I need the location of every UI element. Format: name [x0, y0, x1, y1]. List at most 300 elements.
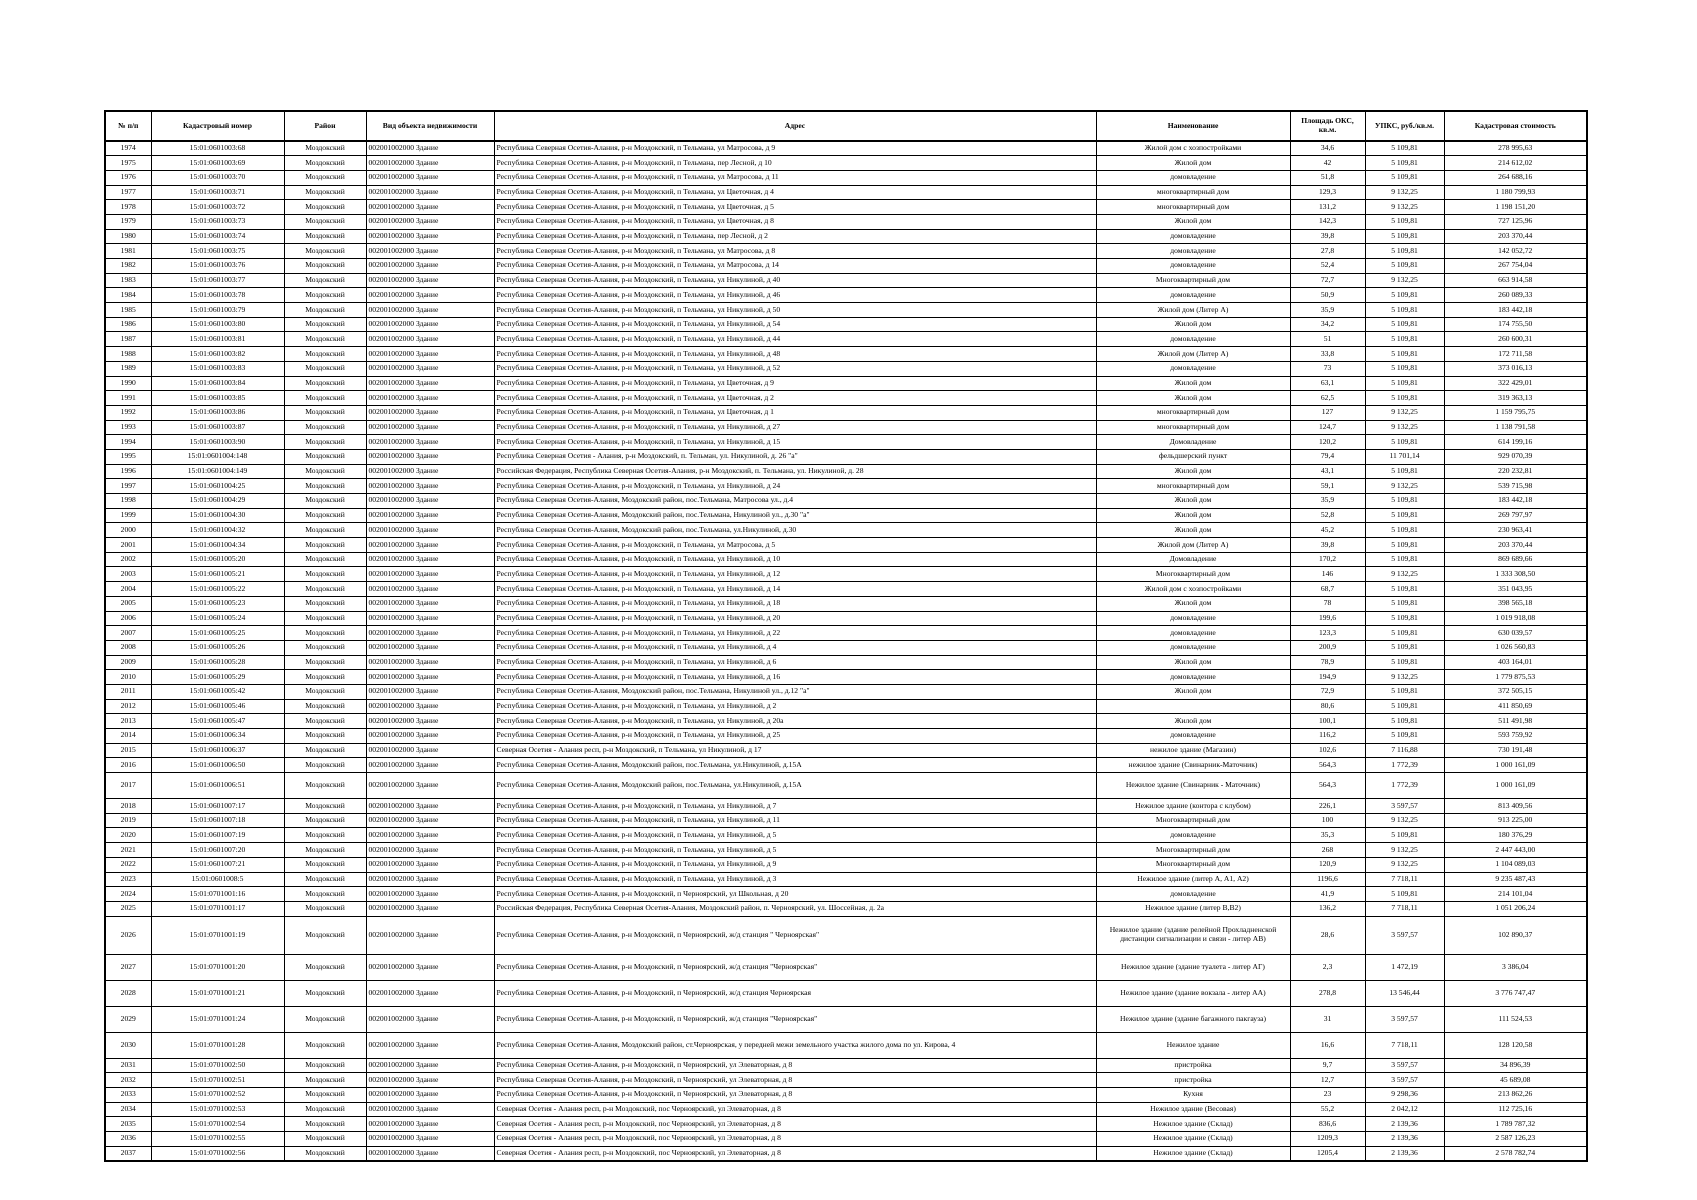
object-type-cell: 002001002000 Здание: [366, 1006, 494, 1032]
row-num-cell: 2021: [105, 843, 151, 858]
object-type-cell: 002001002000 Здание: [366, 901, 494, 916]
object-name-cell: Многоквартирный дом: [1096, 273, 1290, 288]
cadastral-number-cell: 15:01:0601007:17: [151, 799, 284, 814]
row-num-cell: 2009: [105, 655, 151, 670]
object-type-cell: 002001002000 Здание: [366, 449, 494, 464]
district-cell: Моздокский: [284, 1146, 366, 1161]
area-cell: 124,7: [1290, 420, 1365, 435]
table-row: [105, 185, 1587, 200]
address-cell: Республика Северная Осетия-Алания, Моздокский район, пос.Тельмана, ул.Никулиной, д.15А: [494, 758, 1096, 773]
cadastral-cost-cell: 172 711,58: [1444, 347, 1587, 362]
row-num-cell: 2014: [105, 729, 151, 744]
object-type-cell: 002001002000 Здание: [366, 288, 494, 303]
address-cell: Республика Северная Осетия-Алания, р-н Моздокский, п Тельмана, ул Никулиной, д 3: [494, 872, 1096, 887]
area-cell: 35,9: [1290, 303, 1365, 318]
area-cell: 12,7: [1290, 1073, 1365, 1088]
cadastral-number-cell: 15:01:0601007:19: [151, 828, 284, 843]
row-num-cell: 1979: [105, 214, 151, 229]
table-row: [105, 655, 1587, 670]
cadastral-number-cell: 15:01:0601003:77: [151, 273, 284, 288]
address-cell: Республика Северная Осетия-Алания, р-н Моздокский, п Тельмана, ул Матросова, д 5: [494, 538, 1096, 553]
address-cell: Республика Северная Осетия-Алания, Моздокский район, пос.Тельмана, Никулиной ул., д.12 "а": [494, 684, 1096, 699]
row-num-cell: 2023: [105, 872, 151, 887]
district-cell: Моздокский: [284, 347, 366, 362]
table-row: [105, 420, 1587, 435]
object-name-cell: многоквартирный дом: [1096, 479, 1290, 494]
object-type-cell: 002001002000 Здание: [366, 508, 494, 523]
table-row: [105, 332, 1587, 347]
address-cell: Республика Северная Осетия-Алания, р-н Моздокский, п Тельмана, ул Никулиной, д 50: [494, 303, 1096, 318]
cadastral-cost-cell: 322 429,01: [1444, 376, 1587, 391]
cadastral-cost-cell: 727 125,96: [1444, 214, 1587, 229]
table-row: [105, 954, 1587, 980]
object-name-cell: Нежилое здание (здание вокзала - литер АА): [1096, 980, 1290, 1006]
table-row: [105, 538, 1587, 553]
address-cell: Республика Северная Осетия-Алания, р-н Моздокский, п Тельмана, ул Никулиной, д 46: [494, 288, 1096, 303]
district-cell: Моздокский: [284, 813, 366, 828]
address-cell: Республика Северная Осетия-Алания, Моздокский район, ст.Черноярская, у передней межи земельного участка жилого дома по ул. Кирова, 4: [494, 1032, 1096, 1058]
area-cell: 120,9: [1290, 857, 1365, 872]
cadastral-cost-cell: 869 689,66: [1444, 552, 1587, 567]
district-cell: Моздокский: [284, 200, 366, 215]
address-cell: Республика Северная Осетия-Алания, р-н Моздокский, п Черноярский, ул Элеваторная, д 8: [494, 1073, 1096, 1088]
row-num-cell: 1976: [105, 170, 151, 185]
upks-cell: 5 109,81: [1365, 170, 1444, 185]
object-name-cell: нежилое здание (Магазин): [1096, 743, 1290, 758]
cadastral-cost-cell: 351 043,95: [1444, 582, 1587, 597]
upks-cell: 5 109,81: [1365, 538, 1444, 553]
upks-cell: 5 109,81: [1365, 391, 1444, 406]
address-cell: Республика Северная Осетия-Алания, р-н Моздокский, п Черноярский, ул Элеваторная, д 8: [494, 1087, 1096, 1102]
district-cell: Моздокский: [284, 1102, 366, 1117]
area-cell: 564,3: [1290, 773, 1365, 799]
object-name-cell: Жилой дом: [1096, 655, 1290, 670]
object-name-cell: многоквартирный дом: [1096, 185, 1290, 200]
object-type-cell: 002001002000 Здание: [366, 1146, 494, 1161]
table-row: [105, 552, 1587, 567]
cadastral-number-cell: 15:01:0601005:46: [151, 699, 284, 714]
upks-cell: 5 109,81: [1365, 214, 1444, 229]
cadastral-cost-cell: 220 232,81: [1444, 464, 1587, 479]
object-type-cell: 002001002000 Здание: [366, 640, 494, 655]
cadastral-number-cell: 15:01:0601004:34: [151, 538, 284, 553]
table-row: [105, 1132, 1587, 1147]
table-row: [105, 141, 1587, 156]
object-name-cell: Жилой дом: [1096, 317, 1290, 332]
cadastral-number-cell: 15:01:0701001:19: [151, 916, 284, 954]
address-cell: Республика Северная Осетия-Алания, р-н Моздокский, п Тельмана, ул Матросова, д 8: [494, 244, 1096, 259]
address-cell: Республика Северная Осетия-Алания, р-н Моздокский, п Тельмана, ул Никулиной, д 40: [494, 273, 1096, 288]
object-type-cell: 002001002000 Здание: [366, 141, 494, 156]
cadastral-cost-cell: 2 447 443,00: [1444, 843, 1587, 858]
object-type-cell: 002001002000 Здание: [366, 626, 494, 641]
table-row: [105, 828, 1587, 843]
object-type-cell: 002001002000 Здание: [366, 773, 494, 799]
address-cell: Республика Северная Осетия-Алания, р-н Моздокский, п Тельмана, ул Цветочная, д 1: [494, 405, 1096, 420]
district-cell: Моздокский: [284, 1073, 366, 1088]
cadastral-cost-cell: 614 199,16: [1444, 435, 1587, 450]
address-cell: Республика Северная Осетия-Алания, р-н Моздокский, п Тельмана, ул Матросова, д 11: [494, 170, 1096, 185]
area-cell: 39,8: [1290, 538, 1365, 553]
cadastral-cost-cell: 3 386,04: [1444, 954, 1587, 980]
area-cell: 836,6: [1290, 1117, 1365, 1132]
object-name-cell: домовладение: [1096, 288, 1290, 303]
upks-cell: 9 132,25: [1365, 185, 1444, 200]
object-type-cell: 002001002000 Здание: [366, 714, 494, 729]
cadastral-number-cell: 15:01:0601005:23: [151, 596, 284, 611]
cadastral-number-cell: 15:01:0701001:21: [151, 980, 284, 1006]
district-cell: Моздокский: [284, 799, 366, 814]
cadastral-number-cell: 15:01:0601005:24: [151, 611, 284, 626]
row-num-cell: 2032: [105, 1073, 151, 1088]
object-type-cell: 002001002000 Здание: [366, 887, 494, 902]
object-name-cell: домовладение: [1096, 244, 1290, 259]
upks-cell: 5 109,81: [1365, 626, 1444, 641]
upks-cell: 5 109,81: [1365, 229, 1444, 244]
object-name-cell: Нежилое здание: [1096, 1032, 1290, 1058]
district-cell: Моздокский: [284, 582, 366, 597]
cadastral-cost-cell: 45 689,08: [1444, 1073, 1587, 1088]
object-name-cell: пристройка: [1096, 1058, 1290, 1073]
district-cell: Моздокский: [284, 626, 366, 641]
object-type-cell: 002001002000 Здание: [366, 420, 494, 435]
object-name-cell: домовладение: [1096, 887, 1290, 902]
row-num-cell: 1974: [105, 141, 151, 156]
upks-cell: 2 139,36: [1365, 1146, 1444, 1161]
address-cell: Республика Северная Осетия-Алания, р-н Моздокский, п Тельмана, ул Никулиной, д 27: [494, 420, 1096, 435]
table-row: [105, 347, 1587, 362]
row-num-cell: 2018: [105, 799, 151, 814]
district-cell: Моздокский: [284, 670, 366, 685]
address-cell: Республика Северная Осетия - Алания, р-н Моздокский, п. Тельман, ул. Никулиной, д. 26 "а": [494, 449, 1096, 464]
area-cell: 72,9: [1290, 684, 1365, 699]
object-type-cell: 002001002000 Здание: [366, 813, 494, 828]
district-cell: Моздокский: [284, 288, 366, 303]
cadastral-number-cell: 15:01:0601005:28: [151, 655, 284, 670]
object-name-cell: домовладение: [1096, 361, 1290, 376]
header-name: Наименование: [1096, 111, 1290, 141]
upks-cell: 2 139,36: [1365, 1117, 1444, 1132]
district-cell: Моздокский: [284, 954, 366, 980]
object-name-cell: домовладение: [1096, 828, 1290, 843]
row-num-cell: 2007: [105, 626, 151, 641]
object-type-cell: 002001002000 Здание: [366, 729, 494, 744]
object-type-cell: 002001002000 Здание: [366, 670, 494, 685]
district-cell: Моздокский: [284, 901, 366, 916]
cadastral-number-cell: 15:01:0601007:18: [151, 813, 284, 828]
object-type-cell: 002001002000 Здание: [366, 684, 494, 699]
upks-cell: 5 109,81: [1365, 582, 1444, 597]
object-type-cell: 002001002000 Здание: [366, 916, 494, 954]
cadastral-number-cell: 15:01:0601003:75: [151, 244, 284, 259]
row-num-cell: 2026: [105, 916, 151, 954]
row-num-cell: 2004: [105, 582, 151, 597]
header-upks: УПКС, руб./кв.м.: [1365, 111, 1444, 141]
cadastral-number-cell: 15:01:0701001:20: [151, 954, 284, 980]
cadastral-cost-cell: 630 039,57: [1444, 626, 1587, 641]
table-row: [105, 523, 1587, 538]
cadastral-cost-cell: 203 370,44: [1444, 538, 1587, 553]
cadastral-number-cell: 15:01:0701002:51: [151, 1073, 284, 1088]
row-num-cell: 2027: [105, 954, 151, 980]
table-row: [105, 259, 1587, 274]
cadastral-number-cell: 15:01:0601003:81: [151, 332, 284, 347]
cadastral-number-cell: 15:01:0701002:55: [151, 1132, 284, 1147]
area-cell: 33,8: [1290, 347, 1365, 362]
address-cell: Республика Северная Осетия-Алания, р-н Моздокский, п Черноярский, ул Школьная, д 20: [494, 887, 1096, 902]
district-cell: Моздокский: [284, 494, 366, 509]
cadastral-number-cell: 15:01:0601005:22: [151, 582, 284, 597]
cadastral-number-cell: 15:01:0701002:53: [151, 1102, 284, 1117]
cadastral-cost-cell: 264 688,16: [1444, 170, 1587, 185]
cadastral-cost-cell: 539 715,98: [1444, 479, 1587, 494]
row-num-cell: 2034: [105, 1102, 151, 1117]
table-row: [105, 214, 1587, 229]
object-type-cell: 002001002000 Здание: [366, 156, 494, 171]
object-type-cell: 002001002000 Здание: [366, 743, 494, 758]
address-cell: Республика Северная Осетия-Алания, р-н Моздокский, п Тельмана, ул Никулиной, д 11: [494, 813, 1096, 828]
row-num-cell: 1985: [105, 303, 151, 318]
district-cell: Моздокский: [284, 508, 366, 523]
upks-cell: 3 597,57: [1365, 799, 1444, 814]
district-cell: Моздокский: [284, 449, 366, 464]
upks-cell: 5 109,81: [1365, 156, 1444, 171]
upks-cell: 1 772,39: [1365, 773, 1444, 799]
cadastral-number-cell: 15:01:0601004:32: [151, 523, 284, 538]
cadastral-number-cell: 15:01:0601007:20: [151, 843, 284, 858]
table-row: [105, 857, 1587, 872]
table-row: [105, 670, 1587, 685]
cadastral-number-cell: 15:01:0601006:34: [151, 729, 284, 744]
object-name-cell: домовладение: [1096, 332, 1290, 347]
district-cell: Моздокский: [284, 405, 366, 420]
cadastral-cost-cell: 142 052,72: [1444, 244, 1587, 259]
row-num-cell: 1989: [105, 361, 151, 376]
upks-cell: 5 109,81: [1365, 508, 1444, 523]
object-type-cell: 002001002000 Здание: [366, 200, 494, 215]
upks-cell: 7 718,11: [1365, 1032, 1444, 1058]
cadastral-number-cell: 15:01:0601003:80: [151, 317, 284, 332]
upks-cell: 9 132,25: [1365, 405, 1444, 420]
area-cell: 16,6: [1290, 1032, 1365, 1058]
row-num-cell: 2025: [105, 901, 151, 916]
object-type-cell: 002001002000 Здание: [366, 170, 494, 185]
cadastral-cost-cell: 1 180 799,93: [1444, 185, 1587, 200]
upks-cell: 5 109,81: [1365, 303, 1444, 318]
upks-cell: 3 597,57: [1365, 1006, 1444, 1032]
cadastral-cost-cell: 260 089,33: [1444, 288, 1587, 303]
table-row: [105, 773, 1587, 799]
area-cell: 52,8: [1290, 508, 1365, 523]
address-cell: Северная Осетия - Алания респ, р-н Моздокский, пос Черноярский, ул Элеваторная, д 8: [494, 1102, 1096, 1117]
cadastral-number-cell: 15:01:0601003:69: [151, 156, 284, 171]
object-type-cell: 002001002000 Здание: [366, 611, 494, 626]
row-num-cell: 2022: [105, 857, 151, 872]
address-cell: Республика Северная Осетия-Алания, р-н Моздокский, п Тельмана, ул Цветочная, д 4: [494, 185, 1096, 200]
address-cell: Республика Северная Осетия-Алания, р-н Моздокский, п Тельмана, ул Никулиной, д 15: [494, 435, 1096, 450]
table-row: [105, 799, 1587, 814]
upks-cell: 5 109,81: [1365, 435, 1444, 450]
row-num-cell: 1983: [105, 273, 151, 288]
cadastral-cost-cell: 1 138 791,58: [1444, 420, 1587, 435]
row-num-cell: 1997: [105, 479, 151, 494]
object-name-cell: Жилой дом: [1096, 156, 1290, 171]
cadastral-cost-cell: 372 505,15: [1444, 684, 1587, 699]
table-row: [105, 596, 1587, 611]
object-type-cell: 002001002000 Здание: [366, 273, 494, 288]
object-name-cell: Жилой дом (Литер А): [1096, 303, 1290, 318]
district-cell: Моздокский: [284, 244, 366, 259]
cadastral-cost-cell: 1 026 560,83: [1444, 640, 1587, 655]
object-name-cell: домовладение: [1096, 170, 1290, 185]
district-cell: Моздокский: [284, 655, 366, 670]
object-type-cell: 002001002000 Здание: [366, 391, 494, 406]
district-cell: Моздокский: [284, 684, 366, 699]
cadastral-cost-cell: 260 600,31: [1444, 332, 1587, 347]
row-num-cell: 2020: [105, 828, 151, 843]
area-cell: 31: [1290, 1006, 1365, 1032]
row-num-cell: 1998: [105, 494, 151, 509]
cadastral-number-cell: 15:01:0701001:17: [151, 901, 284, 916]
upks-cell: 5 109,81: [1365, 259, 1444, 274]
object-type-cell: 002001002000 Здание: [366, 857, 494, 872]
table-row: [105, 684, 1587, 699]
cadastral-cost-cell: 112 725,16: [1444, 1102, 1587, 1117]
area-cell: 199,6: [1290, 611, 1365, 626]
cadastral-number-cell: 15:01:0601004:25: [151, 479, 284, 494]
district-cell: Моздокский: [284, 464, 366, 479]
header-area: Площадь ОКС, кв.м.: [1290, 111, 1365, 141]
table-row: [105, 714, 1587, 729]
area-cell: 41,9: [1290, 887, 1365, 902]
cadastral-cost-cell: 214 101,04: [1444, 887, 1587, 902]
upks-cell: 9 298,36: [1365, 1087, 1444, 1102]
upks-cell: 5 109,81: [1365, 552, 1444, 567]
table-body: [105, 141, 1587, 1161]
cadastral-number-cell: 15:01:0601005:25: [151, 626, 284, 641]
address-cell: Республика Северная Осетия-Алания, р-н Моздокский, п Тельмана, ул Никулиной, д 14: [494, 582, 1096, 597]
cadastral-number-cell: 15:01:0601003:71: [151, 185, 284, 200]
cadastral-number-cell: 15:01:0601005:29: [151, 670, 284, 685]
upks-cell: 9 132,25: [1365, 200, 1444, 215]
row-num-cell: 1980: [105, 229, 151, 244]
address-cell: Республика Северная Осетия-Алания, р-н Моздокский, п Тельмана, ул Никулиной, д 16: [494, 670, 1096, 685]
upks-cell: 7 718,11: [1365, 901, 1444, 916]
cadastral-cost-cell: 213 862,26: [1444, 1087, 1587, 1102]
object-type-cell: 002001002000 Здание: [366, 843, 494, 858]
area-cell: 142,3: [1290, 214, 1365, 229]
cadastral-cost-cell: 9 235 487,43: [1444, 872, 1587, 887]
cadastral-cost-cell: 2 578 782,74: [1444, 1146, 1587, 1161]
row-num-cell: 2001: [105, 538, 151, 553]
district-cell: Моздокский: [284, 420, 366, 435]
object-name-cell: домовладение: [1096, 611, 1290, 626]
object-name-cell: Нежилое здание (Склад): [1096, 1146, 1290, 1161]
upks-cell: 5 109,81: [1365, 699, 1444, 714]
cadastral-number-cell: 15:01:0601004:29: [151, 494, 284, 509]
cadastral-cost-cell: 1 000 161,09: [1444, 773, 1587, 799]
address-cell: Республика Северная Осетия-Алания, р-н Моздокский, п Тельмана, ул Цветочная, д 9: [494, 376, 1096, 391]
table-header: [105, 111, 1587, 141]
area-cell: 72,7: [1290, 273, 1365, 288]
cadastral-cost-cell: 929 070,39: [1444, 449, 1587, 464]
object-name-cell: Жилой дом: [1096, 464, 1290, 479]
district-cell: Моздокский: [284, 567, 366, 582]
row-num-cell: 2024: [105, 887, 151, 902]
object-type-cell: 002001002000 Здание: [366, 464, 494, 479]
header-object-type: Вид объекта недвижимости: [366, 111, 494, 141]
address-cell: Северная Осетия - Алания респ, р-н Моздокский, пос Черноярский, ул Элеваторная, д 8: [494, 1146, 1096, 1161]
table-row: [105, 1006, 1587, 1032]
object-name-cell: Жилой дом с хозпостройками: [1096, 582, 1290, 597]
object-type-cell: 002001002000 Здание: [366, 435, 494, 450]
address-cell: Республика Северная Осетия-Алания, р-н Моздокский, п Черноярский, ж/д станция "Черноярская": [494, 954, 1096, 980]
area-cell: 63,1: [1290, 376, 1365, 391]
upks-cell: 9 132,25: [1365, 273, 1444, 288]
table-row: [105, 916, 1587, 954]
cadastral-number-cell: 15:01:0601003:70: [151, 170, 284, 185]
address-cell: Республика Северная Осетия-Алания, р-н Моздокский, п Тельмана, ул Никулиной, д 20: [494, 611, 1096, 626]
object-type-cell: 002001002000 Здание: [366, 799, 494, 814]
cadastral-cost-cell: 183 442,18: [1444, 303, 1587, 318]
row-num-cell: 2037: [105, 1146, 151, 1161]
cadastral-number-cell: 15:01:0601003:76: [151, 259, 284, 274]
area-cell: 27,8: [1290, 244, 1365, 259]
object-type-cell: 002001002000 Здание: [366, 872, 494, 887]
area-cell: 50,9: [1290, 288, 1365, 303]
cadastral-number-cell: 15:01:0601006:50: [151, 758, 284, 773]
area-cell: 146: [1290, 567, 1365, 582]
area-cell: 564,3: [1290, 758, 1365, 773]
district-cell: Моздокский: [284, 857, 366, 872]
address-cell: Республика Северная Осетия-Алания, р-н Моздокский, п Тельмана, ул Никулиной, д 25: [494, 729, 1096, 744]
district-cell: Моздокский: [284, 538, 366, 553]
cadastral-number-cell: 15:01:0601003:78: [151, 288, 284, 303]
district-cell: Моздокский: [284, 640, 366, 655]
cadastral-cost-cell: 319 363,13: [1444, 391, 1587, 406]
row-num-cell: 2016: [105, 758, 151, 773]
cadastral-number-cell: 15:01:0701001:24: [151, 1006, 284, 1032]
table-row: [105, 872, 1587, 887]
district-cell: Моздокский: [284, 317, 366, 332]
object-name-cell: домовладение: [1096, 626, 1290, 641]
area-cell: 1205,4: [1290, 1146, 1365, 1161]
address-cell: Республика Северная Осетия-Алания, р-н Моздокский, п Тельмана, ул Никулиной, д 24: [494, 479, 1096, 494]
cadastral-number-cell: 15:01:0601003:84: [151, 376, 284, 391]
address-cell: Республика Северная Осетия-Алания, р-н Моздокский, п Тельмана, ул Никулиной, д 6: [494, 655, 1096, 670]
row-num-cell: 2019: [105, 813, 151, 828]
cadastral-cost-cell: 1 051 206,24: [1444, 901, 1587, 916]
address-cell: Республика Северная Осетия-Алания, р-н Моздокский, п Тельмана, ул Матросова, д 14: [494, 259, 1096, 274]
cadastral-number-cell: 15:01:0701001:16: [151, 887, 284, 902]
upks-cell: 5 109,81: [1365, 640, 1444, 655]
object-name-cell: Жилой дом: [1096, 508, 1290, 523]
object-name-cell: Нежилое здание (здание багажного пакгауза): [1096, 1006, 1290, 1032]
district-cell: Моздокский: [284, 214, 366, 229]
table-row: [105, 743, 1587, 758]
cadastral-cost-cell: 730 191,48: [1444, 743, 1587, 758]
district-cell: Моздокский: [284, 980, 366, 1006]
address-cell: Республика Северная Осетия-Алания, р-н Моздокский, п Тельмана, ул Никулиной, д 48: [494, 347, 1096, 362]
row-num-cell: 1986: [105, 317, 151, 332]
object-type-cell: 002001002000 Здание: [366, 317, 494, 332]
cadastral-number-cell: 15:01:0601003:74: [151, 229, 284, 244]
area-cell: 79,4: [1290, 449, 1365, 464]
upks-cell: 5 109,81: [1365, 887, 1444, 902]
row-num-cell: 2017: [105, 773, 151, 799]
table-row: [105, 391, 1587, 406]
object-name-cell: Нежилое здание (контора с клубом): [1096, 799, 1290, 814]
